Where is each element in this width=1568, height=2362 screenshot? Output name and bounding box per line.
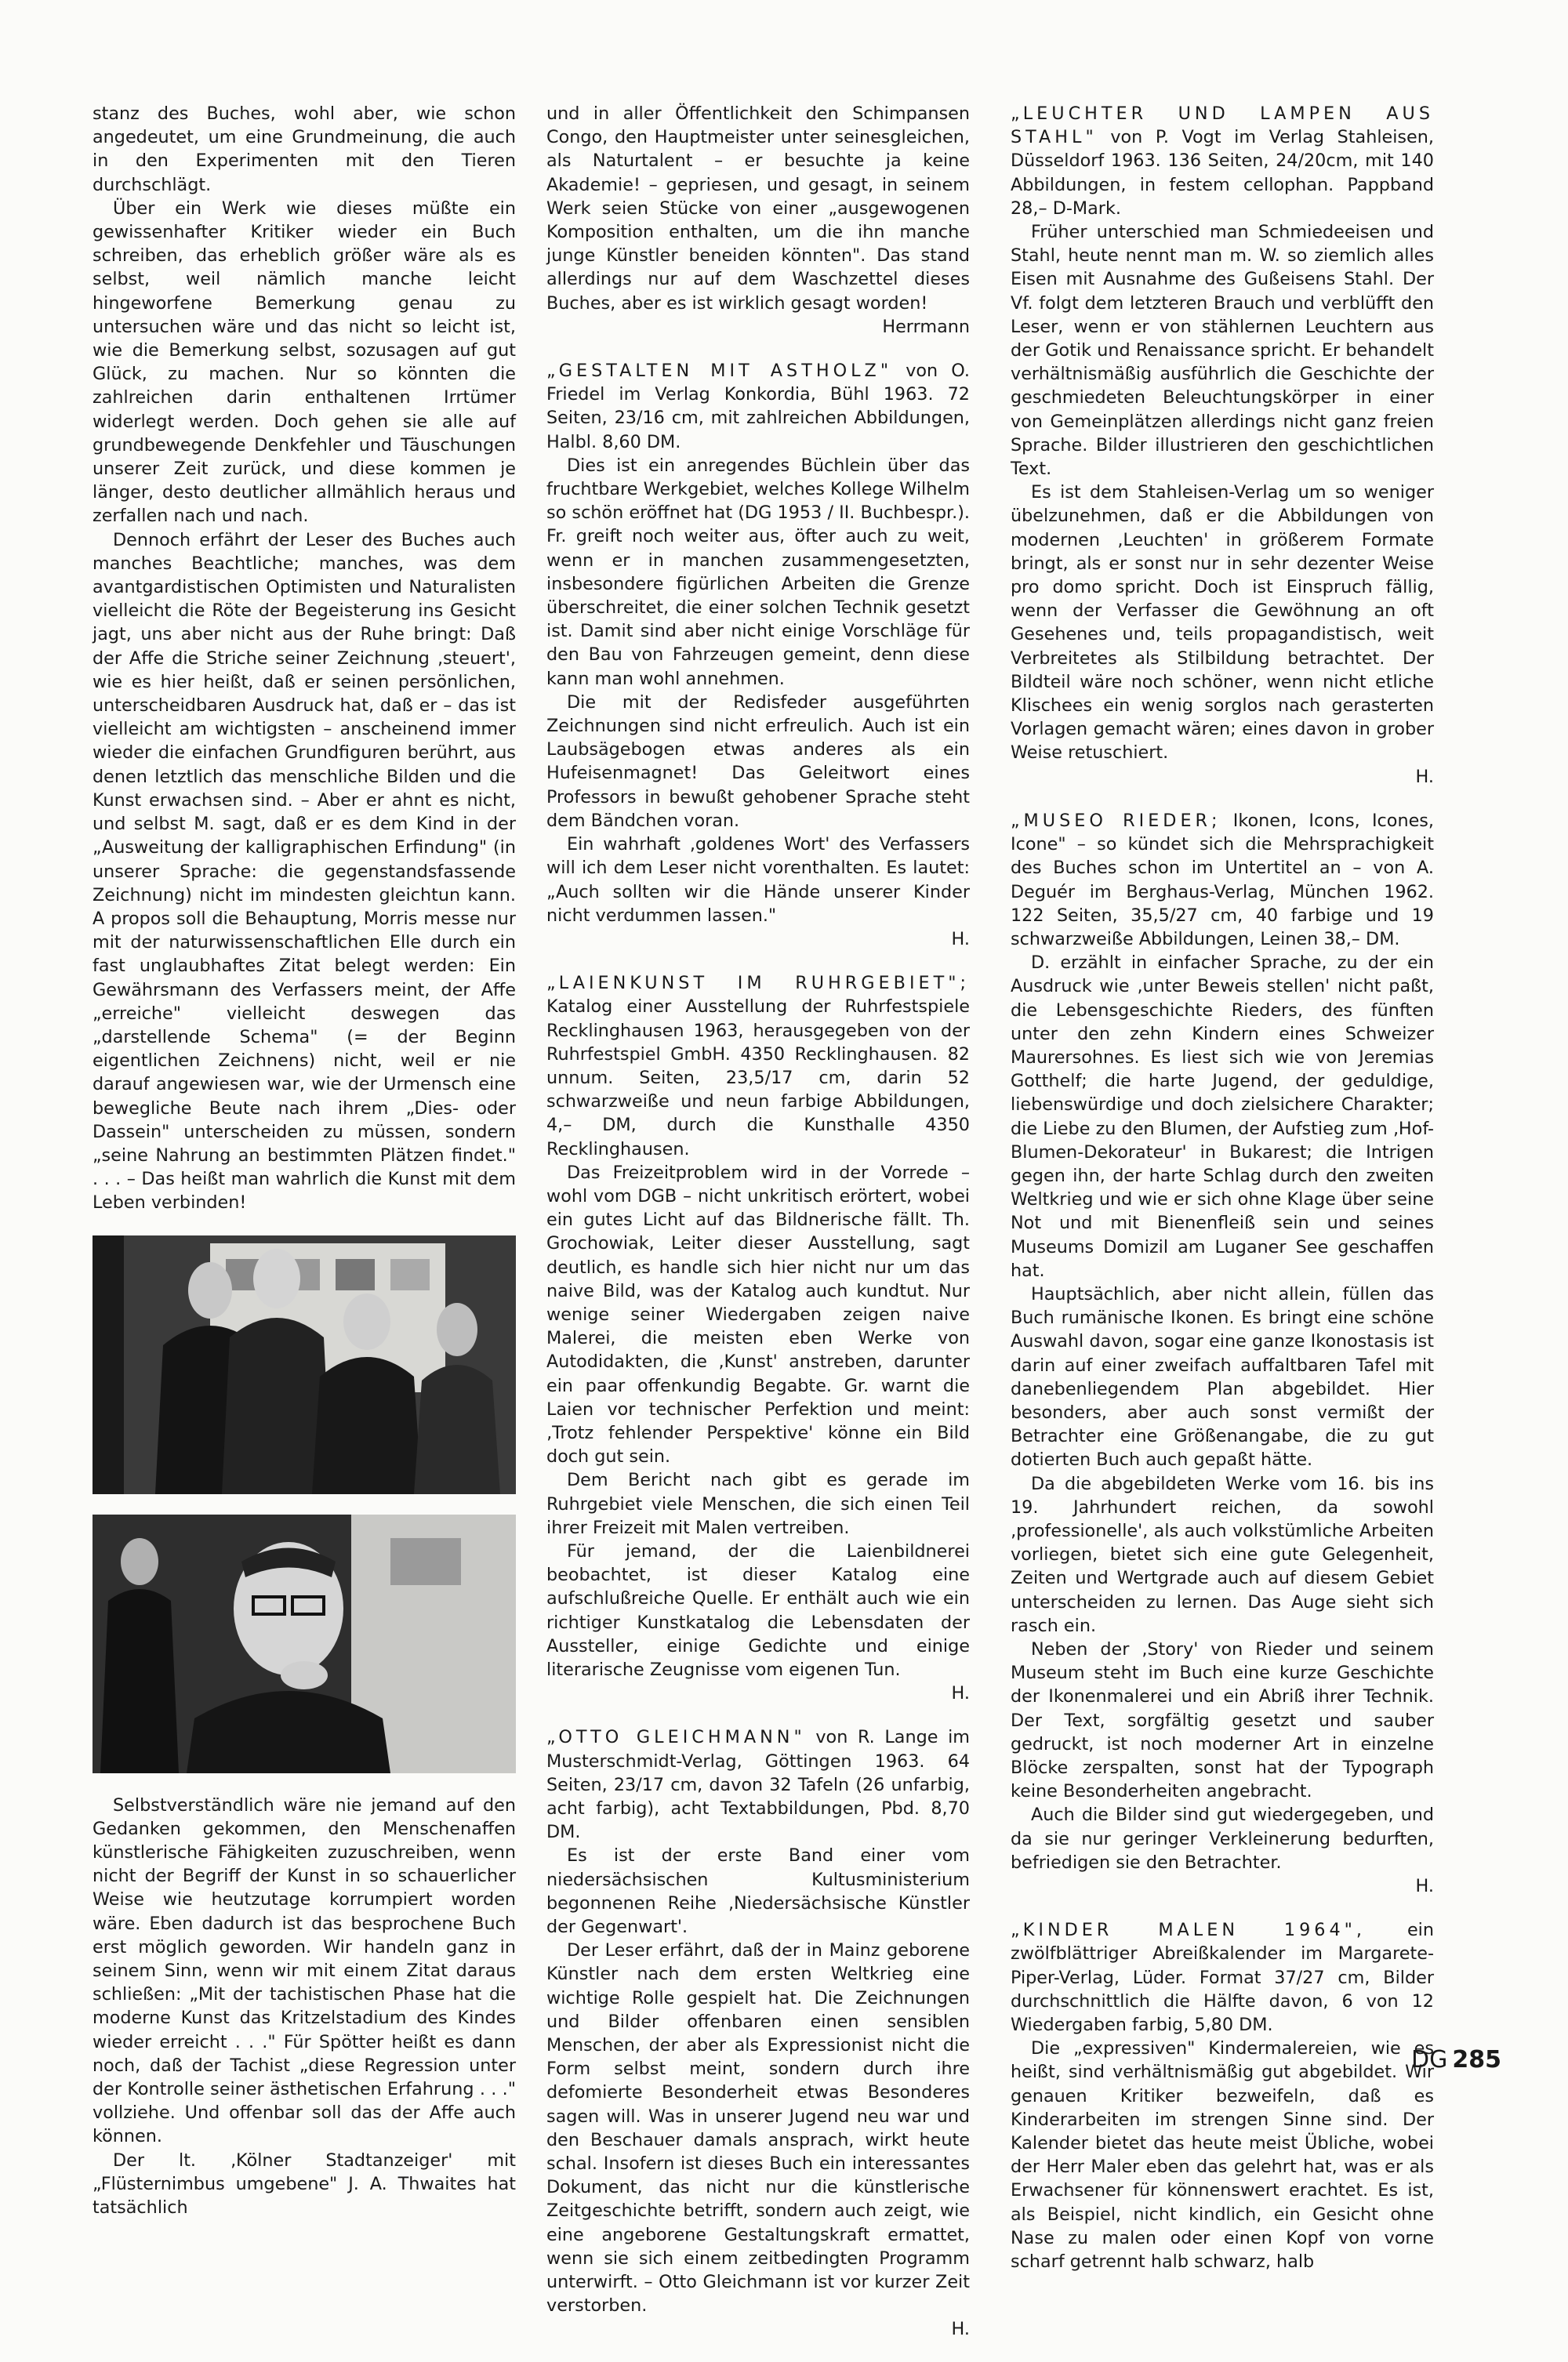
review-title: „OTTO GLEICHMANN" xyxy=(546,1727,806,1748)
column-3 xyxy=(1011,102,1434,2294)
paragraph: Die „expressiven" Kindermalereien, wie es heißt, sind verhältnismäßig gut abgebildet. Wir genauen Kritiker bezweifeln, daß es Kinderarbeiten im strengen Sinne sind. Der Kalender bietet das heute meist Übliche, wobei der Herr Maler eben das gelehrt hat, was er als Erwachsener für könnenswert erachtet. Es ist, als Beispiel, nicht kindlich, ein Gesicht ohne Nase zu malen oder einen Kopf von vorne scharf getrennt halb schwarz, halb xyxy=(1011,2038,1434,2273)
paragraph: Das Freizeitproblem wird in der Vorrede – wohl vom DGB – nicht unkritisch erörtert, wobei ein gutes Licht auf das Bildnerische fällt. Th. Grochowiak, Leiter dieser Ausstellung, sagt deutlich, es handle sich hier nicht nur um das naive Bild, was der Katalog auch kundtut. Nur wenige seiner Wiedergaben zeigen naive Malerei, die meisten eben Werke von Autodidakten, die ‚Kunst' anstreben, darunter ein paar offenkundig Begabte. Gr. warnt die Laien vor technischer Perfektion und meint: ‚Trotz fehlender Perspektive' könne ein Bild doch gut sein. xyxy=(546,1162,970,1468)
review-otto-gleichmann xyxy=(546,1725,970,2341)
paragraph: Selbstverständlich wäre nie jemand auf den Gedanken gekommen, den Menschenaffen künstlerische Fähigkeiten zuzuschreiben, wenn nicht der Begriff der Kunst in so schauerlicher Weise wie heutzutage korrumpiert worden wäre. Eben dadurch ist das besprochene Buch erst möglich geworden. Wir handeln ganz in seinem Sinn, wenn wir mit einem Zitat daraus schließen: „Mit der tachistischen Phase hat die moderne Kunst das Kritzelstadium des Kindes wieder erreicht . . ." Für Spötter heißt es dann noch, daß der Tachist „diese Regression unter der Kontrolle seiner ästhetischen Erfahrung . . ." vollziehe. Und offenbar soll das der Affe auch können. xyxy=(93,1794,516,2147)
review-bibliographic: von O. Friedel im Verlag Konkordia, Bühl 1963. 72 Seiten, 23/16 cm, mit zahlreichen Abbildungen, Halbl. 8,60 DM. xyxy=(546,361,971,452)
signature: Herrmann xyxy=(882,316,970,337)
paragraph: und in aller Öffentlichkeit den Schimpansen Congo, den Hauptmeister unter seinesgleichen, als Naturtalent – er besuchte ja keine Akademie! – gepriesen, und gesagt, in seinem Werk seien Stücke von einer „ausgewogenen Komposition enthalten, um die ihn manche junge Künstler beneiden könnten". Das stand allerdings nur auf dem Waschzettel dieses Buches, aber es ist wirklich gesagt worden! xyxy=(546,103,970,314)
paragraph: Früher unterschied man Schmiedeeisen und Stahl, heute nennt man m. W. so ziemlich alles Eisen mit Ausnahme des Gußeisens Stahl. Der Vf. folgt dem letzteren Brauch und verblüfft den Leser, wenn er von stählernen Leuchtern aus der Gotik und Renaissance spricht. Er behandelt verhältnismäßig ausführlich die Geschichte der geschmiedeten Beleuchtungskörper in einer von Gemeinplätzen allerdings nicht ganz freien Sprache. Bilder illustrieren den geschichtlichen Text. xyxy=(1011,222,1434,480)
paragraph: D. erzählt in einfacher Sprache, zu der ein Ausdruck wie ‚unter Beweis stellen' nicht paßt, die Lebensgeschichte Rieders, des fünften unter den zehn Kindern eines Schweizer Maurersohnes. Es liest sich wie von Jeremias Gotthelf; die harte Jugend, der geduldige, liebenswürdige und doch zielsichere Charakter; die Liebe zu den Blumen, der Aufstieg zum ‚Hof-Blumen-Dekorateur' in Bukarest; die Intrigen gegen ihn, der harte Schlag durch den zweiten Weltkrieg und wie er sich ohne Klage über seine Not und mit Bienenfleiß sein und seines Museums Domizil am Luganer See geschaffen hat. xyxy=(1011,952,1434,1281)
review-laienkunst-im-ruhrgebiet xyxy=(546,971,970,1705)
review-title: „LEUCHTER UND LAMPEN AUS STAHL" xyxy=(1011,103,1434,148)
column-2 xyxy=(546,102,970,2362)
paragraph: Ein wahrhaft ‚goldenes Wort' des Verfassers will ich dem Leser nicht vorenthalten. Es lautet: „Auch sollten wir die Hände unserer Kinder nicht verdummen lassen." xyxy=(546,834,970,926)
photo-exhibition-group xyxy=(93,1235,516,1494)
paragraph: Da die abgebildeten Werke vom 16. bis ins 19. Jahrhundert reichen, da sowohl ‚professionelle', als auch volkstümliche Arbeiten vorliegen, bietet sich eine gute Gelegenheit, Zeiten und Wertgrade auch auf diesem Gebiet unterscheiden zu lernen. Das Auge sieht sich rasch ein. xyxy=(1011,1473,1434,1636)
paragraph: Neben der ‚Story' von Rieder und seinem Museum steht im Buch eine kurze Geschichte der Ikonenmalerei und ein Abriß ihrer Technik. Der Text, sorgfältig gesetzt und sauber gedruckt, ist noch moderner Art in einzelne Blöcke zerspalten, sonst hat der Typograph keine Besonderheiten angebracht. xyxy=(1011,1639,1434,1802)
review-kinder-malen xyxy=(1011,1918,1434,2273)
paragraph: Dennoch erfährt der Leser des Buches auch manches Beachtliche; manches, was dem avantgardistischen Optimisten und Naturalisten vielleicht die Röte der Begeisterung ins Gesicht jagt, uns aber nicht aus der Ruhe bringt: Daß der Affe die Striche seiner Zeichnung ‚steuert', wie es hier heißt, daß er seinen persönlichen, unterscheidbaren Ausdruck hat, daß er – das ist vielleicht am wichtigsten – anscheinend immer wieder die einfachen Grundfiguren berührt, aus denen letztlich das menschliche Bilden und die Kunst erwachsen sind. – Aber er ahnt es nicht, und selbst M. sagt, daß er es dem Kind in der „Ausweitung der kalligraphischen Erfindung" (in unserer Sprache: die gegenstandsfassende Zeichnung) nicht im mindesten gleichtun kann. A propos soll die Behauptung, Morris messe nur mit der naturwissenschaftlichen Elle durch ein fast unglaubhaftes Zitat belegt werden: Ein Gewährsmann des Verfassers meint, der Affe „erreiche" vielleicht deswegen das „darstellende Schema" (= der Beginn eigentlichen Zeichnens) nicht, weil er nie darauf angewiesen war, wie der Urmensch eine bewegliche Beute nach ihrem „Dies- oder Dassein" unterscheiden zu müssen, sondern „seine Nahrung an bestimmten Plätzen findet." . . . – Das heißt man wahrlich die Kunst mit dem Leben verbinden! xyxy=(93,529,516,1214)
review-bibliographic: ein zwölfblättriger Abreißkalender im Margarete-Piper-Verlag, Lüder. Format 37/27 cm, Bilder durchschnittlich die Hälfte davon, 6 von 12 Wiedergaben farbig, 5,80 DM. xyxy=(1011,1920,1434,2036)
review-title: „KINDER MALEN 1964", xyxy=(1011,1920,1367,1941)
page-number: 285 xyxy=(1452,2046,1501,2074)
signature: H. xyxy=(1415,1876,1434,1897)
review-bibliographic: Ikonen, Icons, Icones, Icone" – so kündet sich die Mehrsprachigkeit des Buches schon im Untertitel an – von A. Deguér im Berghaus-Verlag, München 1962. 122 Seiten, 35,5/27 cm, 40 farbige und 19 schwarzweiße Abbildungen, Leinen 38,– DM. xyxy=(1011,810,1435,949)
review-museo-rieder xyxy=(1011,809,1434,1898)
page-folio xyxy=(1411,2046,1501,2074)
signature: H. xyxy=(951,928,970,949)
review-title: „LAIENKUNST IM RUHRGEBIET"; xyxy=(546,973,970,994)
paragraph: stanz des Buches, wohl aber, wie schon angedeutet, um eine Grundmeinung, die auch in den Experimenten mit den Tieren durchschlägt. xyxy=(93,103,516,195)
review-bibliographic: von P. Vogt im Verlag Stahleisen, Düsseldorf 1963. 136 Seiten, 24/20cm, mit 140 Abbildungen, in festem cellophan. Pappband 28,– D-Mark. xyxy=(1011,127,1434,219)
journal-abbreviation: DG xyxy=(1411,2046,1448,2074)
paragraph: Es ist dem Stahleisen-Verlag um so weniger übelzunehmen, daß er die Abbildungen von modernen ‚Leuchten' in größerem Formate bringt, als er sonst nur in sehr dezenter Weise pro domo spricht. Doch ist Einspruch fällig, wenn der Verfasser die Gewöhnung an oft Gesehenes und, teils propagandistisch, weit Verbreitetes als Stilbildung betrachtet. Der Bildteil wäre noch schöner, wenn nicht etliche Klischees ein wenig sorglos nach gerasterten Vorlagen gemacht wären; eines davon in grober Weise retuschiert. xyxy=(1011,482,1434,764)
review-title: „GESTALTEN MIT ASTHOLZ" xyxy=(546,361,893,382)
review-gestalten-mit-astholz xyxy=(546,359,970,951)
paragraph: Dies ist ein anregendes Büchlein über das fruchtbare Werkgebiet, welches Kollege Wilhelm so schön eröffnet hat (DG 1953 / II. Buchbespr.). Fr. greift noch weiter aus, öfter auch zu weit, wenn er in manchen zusammengesetzten, insbesondere figürlichen Arbeiten die Grenze überschreitet, die einer solchen Technik gesetzt ist. Damit sind aber nicht einige Vorschläge für den Bau von Fahrzeugen gemeint, denn diese kann man wohl annehmen. xyxy=(546,455,970,689)
signature: H. xyxy=(1415,766,1434,787)
paragraph: Hauptsächlich, aber nicht allein, füllen das Buch rumänische Ikonen. Es bringt eine schöne Auswahl davon, sogar eine ganze Ikonostasis ist darin auf einer zweifach auffaltbaren Tafel mit danebenliegendem Plan abgebildet. Hier besonders, aber auch sonst vermißt der Betrachter eine Größenangabe, die zu gut dotierten Buch auch gepaßt hätte. xyxy=(1011,1283,1434,1471)
paragraph: Der Leser erfährt, daß der in Mainz geborene Künstler nach dem ersten Weltkrieg eine wichtige Rolle gespielt hat. Die Zeichnungen und Bilder offenbaren einen sensiblen Menschen, der aber als Expressionist nicht die Form selbst meint, sondern durch ihre defomierte Besonderheit etwas Besonderes sagen will. Was in unserer Jugend neu war und den Beschauer damals ansprach, wirkt heute schal. Insofern ist dieses Buch ein interessantes Dokument, das nicht nur die künstlerische Zeitgeschichte betrifft, sondern auch zeigt, wie eine angeborene Gestaltungskraft ermattet, wenn sie sich einem zeitbedingten Programm unterwirft. – Otto Gleichmann ist vor kurzer Zeit verstorben. xyxy=(546,1940,970,2317)
review-bibliographic: von R. Lange im Musterschmidt-Verlag, Göttingen 1963. 64 Seiten, 23/17 cm, davon 32 Tafeln (26 unfarbig, acht farbig), acht Textabbildungen, Pbd. 8,70 DM. xyxy=(546,1727,971,1843)
paragraph: Der lt. ‚Kölner Stadtanzeiger' mit „Flüsternimbus umgebene" J. A. Thwaites hat tatsächlich xyxy=(93,2150,516,2218)
review-title: „MUSEO RIEDER; xyxy=(1011,810,1221,831)
photo-man-with-glasses xyxy=(93,1515,516,1773)
signature: H. xyxy=(951,2319,970,2340)
paragraph: Auch die Bilder sind gut wiedergegeben, und da sie nur geringer Verkleinerung bedurften, befriedigen sie den Betrachter. xyxy=(1011,1805,1434,1873)
paragraph: Dem Bericht nach gibt es gerade im Ruhrgebiet viele Menschen, die sich einen Teil ihrer Freizeit mit Malen vertreiben. xyxy=(546,1470,970,1538)
signature: H. xyxy=(951,1683,970,1704)
paragraph: Über ein Werk wie dieses müßte ein gewissenhafter Kritiker wieder ein Buch schreiben, das erheblich größer wäre als es selbst, weil nämlich manche leicht hingeworfene Bemerkung genau zu untersuchen wäre und das nicht so leicht ist, wie die Bemerkung selbst, sozusagen auf gut Glück, zu machen. Nur so könnten die zahlreichen darin enthaltenen Irrtümer widerlegt werden. Doch gehen sie alle auf grundbewegende Denkfehler und Täuschungen unserer Zeit zurück, und diese kommen je länger, desto deutlicher allmählich heraus und zerfallen nach und nach. xyxy=(93,198,516,527)
review-leuchter-und-lampen xyxy=(1011,102,1434,789)
paragraph: Es ist der erste Band einer vom niedersächsischen Kultusministerium begonnenen Reihe ‚Niedersächsische Künstler der Gegenwart'. xyxy=(546,1845,970,1938)
paragraph: Die mit der Redisfeder ausgeführten Zeichnungen sind nicht erfreulich. Auch ist ein Laubsägebogen etwas anderes als ein Hufeisenmagnet! Das Geleitwort eines Professors in bewußt gehobener Sprache steht dem Bändchen voran. xyxy=(546,691,970,831)
column-1 xyxy=(93,102,516,2219)
review-bibliographic: Katalog einer Ausstellung der Ruhrfestspiele Recklinghausen 1963, herausgegeben von der Ruhrfestspiel GmbH. 4350 Recklinghausen. 82 unnum. Seiten, 23,5/17 cm, darin 52 schwarzweiße und neun farbige Abbildungen, 4,– DM, durch die Kunsthalle 4350 Recklinghausen. xyxy=(546,996,970,1159)
paragraph: Für jemand, der die Laienbildnerei beobachtet, ist dieser Katalog eine aufschlußreiche Quelle. Er enthält auch wie ein richtiger Kunstkatalog die Lebensdaten der Aussteller, einige Gedichte und einige literarische Zeugnisse vom eigenen Tun. xyxy=(546,1540,970,1680)
